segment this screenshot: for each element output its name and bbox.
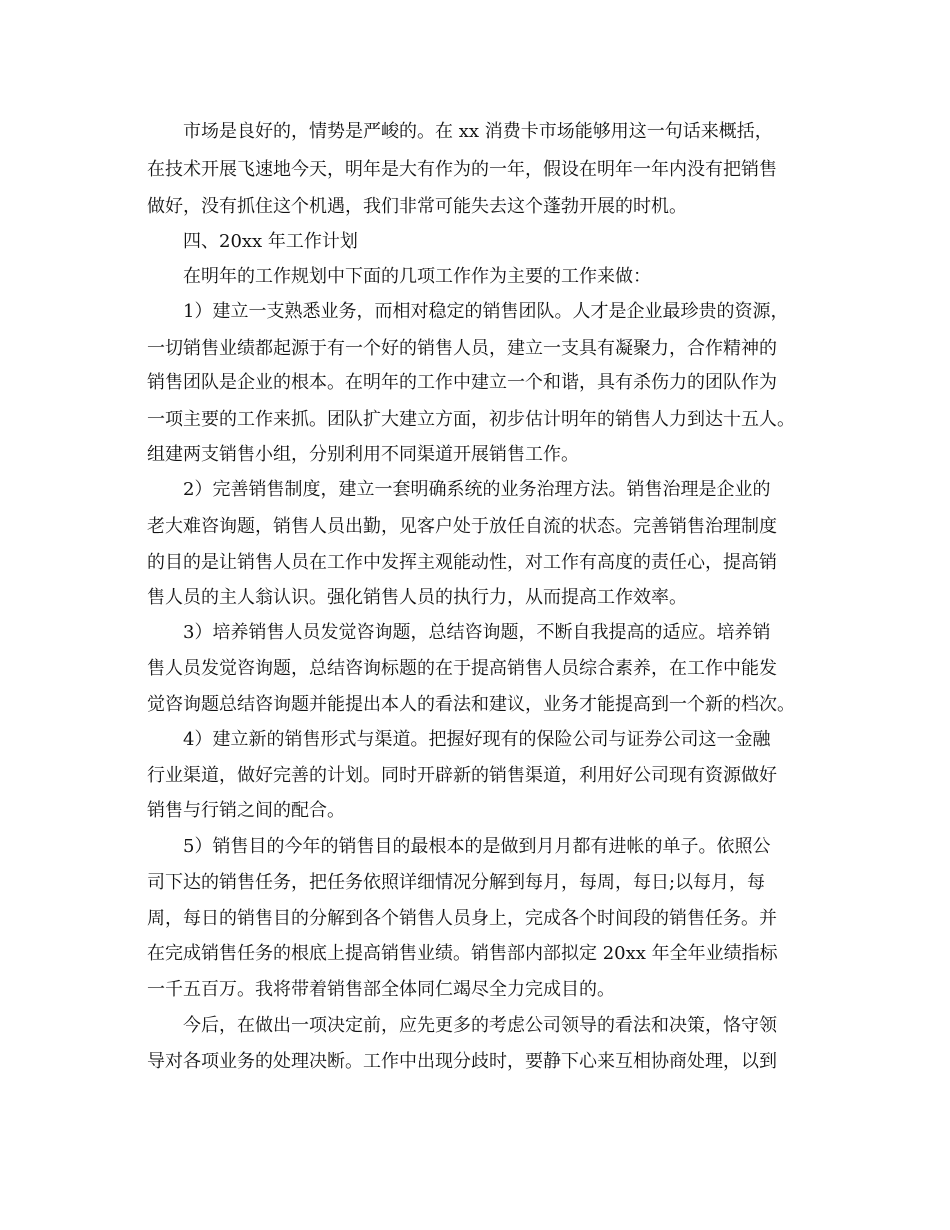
paragraph-line: 的目的是让销售人员在工作中发挥主观能动性，对工作有高度的责任心，提高销	[147, 552, 777, 573]
paragraph-line: 销售与行销之间的配合。	[147, 800, 345, 821]
section-heading: 四、20xx 年工作计划	[183, 231, 358, 252]
paragraph-line: 周，每日的销售目的分解到各个销售人员身上，完成各个时间段的销售任务。并	[147, 908, 777, 929]
paragraph-line: 售人员的主人翁认识。强化销售人员的执行力，从而提高工作效率。	[147, 587, 687, 608]
paragraph-line: 3）培养销售人员发觉咨询题，总结咨询题，不断自我提高的适应。培养销	[183, 622, 771, 643]
paragraph-line: 做好，没有抓住这个机遇，我们非常可能失去这个蓬勃开展的时机。	[147, 196, 687, 217]
paragraph-line: 一项主要的工作来抓。团队扩大建立方面，初步估计明年的销售人力到达十五人。	[147, 409, 795, 430]
paragraph-line: 司下达的销售任务，把任务依照详细情况分解到每月，每周，每日;以每月，每	[147, 872, 766, 893]
paragraph-line: 一切销售业绩都起源于有一个好的销售人员，建立一支具有凝聚力，合作精神的	[147, 338, 777, 359]
paragraph-line: 行业渠道，做好完善的计划。同时开辟新的销售渠道，利用好公司现有资源做好	[147, 765, 777, 786]
paragraph-line: 5）销售目的今年的销售目的最根本的是做到月月都有进帐的单子。依照公	[183, 836, 771, 857]
paragraph-line: 售人员发觉咨询题，总结咨询标题的在于提高销售人员综合素养，在工作中能发	[147, 658, 777, 679]
paragraph-line: 组建两支销售小组，分别利用不同渠道开展销售工作。	[147, 444, 579, 465]
paragraph-line: 一千五百万。我将带着销售部全体同仁竭尽全力完成目的。	[147, 979, 615, 1000]
paragraph-line: 今后，在做出一项决定前，应先更多的考虑公司领导的看法和决策，恪守领	[183, 1015, 777, 1036]
paragraph-line: 老大难咨询题，销售人员出勤，见客户处于放任自流的状态。完善销售治理制度	[147, 516, 777, 537]
paragraph-line: 1）建立一支熟悉业务，而相对稳定的销售团队。人才是企业最珍贵的资源，	[183, 301, 789, 322]
paragraph-line: 在明年的工作规划中下面的几项工作作为主要的工作来做：	[183, 266, 651, 287]
paragraph-line: 在技术开展飞速地今天，明年是大有作为的一年，假设在明年一年内没有把销售	[147, 159, 777, 180]
paragraph-line: 销售团队是企业的根本。在明年的工作中建立一个和谐，具有杀伤力的团队作为	[147, 372, 777, 393]
paragraph-line: 导对各项业务的处理决断。工作中出现分歧时，要静下心来互相协商处理，以到	[147, 1051, 777, 1072]
paragraph-line: 2）完善销售制度，建立一套明确系统的业务治理方法。销售治理是企业的	[183, 479, 771, 500]
paragraph-line: 在完成销售任务的根底上提高销售业绩。销售部内部拟定 20xx 年全年业绩指标	[147, 943, 778, 964]
paragraph-line: 4）建立新的销售形式与渠道。把握好现有的保险公司与证券公司这一金融	[183, 729, 771, 750]
paragraph-line: 觉咨询题总结咨询题并能提出本人的看法和建议，业务才能提高到一个新的档次。	[147, 694, 795, 715]
paragraph-line: 市场是良好的，情势是严峻的。在 xx 消费卡市场能够用这一句话来概括，	[183, 121, 773, 142]
